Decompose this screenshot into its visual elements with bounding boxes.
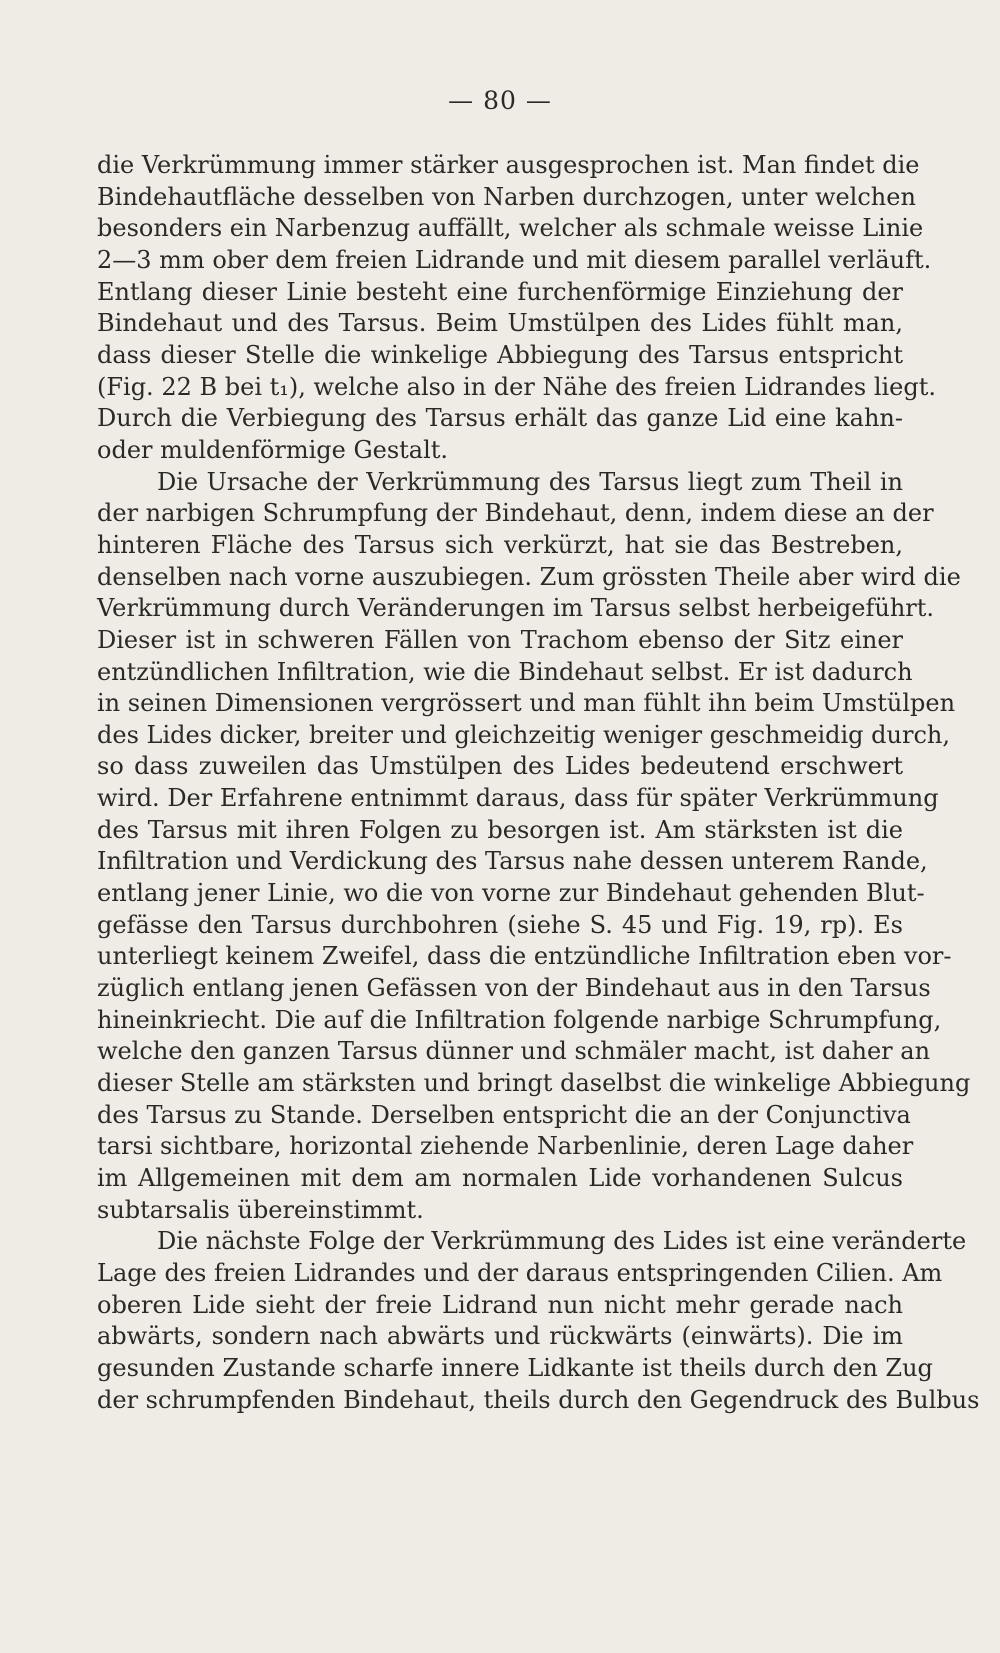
text-line: Bindehaut und des Tarsus. Beim Umstülpen des Lides fühlt man, [97,309,903,338]
text-line: so dass zuweilen das Umstülpen des Lides bedeutend erschwert [97,752,903,781]
text-line: dieser Stelle am stärksten und bringt daselbst die winkelige Abbiegung [97,1069,971,1098]
text-line: gesunden Zustande scharfe innere Lidkante ist theils durch den Zug [97,1353,933,1382]
text-line: Verkrümmung durch Veränderungen im Tarsus selbst herbeigeführt. [97,594,935,623]
text-line: denselben nach vorne auszubiegen. Zum grössten Theile aber wird die [97,562,961,591]
text-line: unterliegt keinem Zweifel, dass die entzündliche Infiltration eben vor- [97,942,952,971]
text-line: Die Ursache der Verkrümmung des Tarsus liegt zum Theil in [157,467,903,496]
text-line: Durch die Verbiegung des Tarsus erhält das ganze Lid eine kahn- [97,404,903,433]
text-line: der narbigen Schrumpfung der Bindehaut, denn, indem diese an der [97,499,934,528]
text-line: im Allgemeinen mit dem am normalen Lide vorhandenen Sulcus [97,1164,903,1192]
text-line: gefässe den Tarsus durchbohren (siehe S. 45 und Fig. 19, rp). Es [97,910,903,939]
text-line: züglich entlang jenen Gefässen von der Bindehaut aus in den Tarsus [97,974,931,1003]
text-line: hineinkriecht. Die auf die Infiltration folgende narbige Schrumpfung, [97,1005,942,1034]
text-line: des Tarsus mit ihren Folgen zu besorgen ist. Am stärksten ist die [97,815,903,844]
text-line: die Verkrümmung immer stärker ausgesprochen ist. Man findet die [97,151,920,179]
text-line: subtarsalis übereinstimmt. [97,1195,424,1224]
text-line: tarsi sichtbare, horizontal ziehende Narbenlinie, deren Lage daher [97,1132,914,1161]
body-text [97,150,980,1416]
text-line: Entlang dieser Linie besteht eine furchenförmige Einziehung der [97,277,903,306]
text-line: besonders ein Narbenzug auffällt, welcher als schmale weisse Linie [97,214,924,243]
text-line: Dieser ist in schweren Fällen von Trachom ebenso der Sitz einer [97,625,903,654]
page-number: — 80 — [448,86,552,115]
text-line: welche den ganzen Tarsus dünner und schmäler macht, ist daher an [97,1037,931,1066]
text-line: abwärts, sondern nach abwärts und rückwärts (einwärts). Die im [97,1322,903,1351]
text-line: des Lides dicker, breiter und gleichzeitig weniger geschmeidig durch, [97,720,950,749]
text-line: hinteren Fläche des Tarsus sich verkürzt, hat sie das Bestreben, [97,530,903,559]
text-line: wird. Der Erfahrene entnimmt daraus, dass für später Verkrümmung [97,784,939,813]
text-line: Die nächste Folge der Verkrümmung des Lides ist eine veränderte [157,1227,967,1256]
text-line: entlang jener Linie, wo die von vorne zur Bindehaut gehenden Blut- [97,879,925,908]
text-line: 2—3 mm ober dem freien Lidrande und mit diesem parallel verläuft. [97,245,932,274]
text-line: Lage des freien Lidrandes und der daraus entspringenden Cilien. Am [97,1258,943,1287]
text-line: des Tarsus zu Stande. Derselben entspricht die an der Conjunctiva [97,1100,911,1129]
text-line: entzündlichen Infiltration, wie die Bindehaut selbst. Er ist dadurch [97,657,913,686]
text-line: (Fig. 22 B bei t₁), welche also in der Nähe des freien Lidrandes liegt. [97,372,937,401]
text-line: oberen Lide sieht der freie Lidrand nun nicht mehr gerade nach [97,1290,903,1319]
text-line: der schrumpfenden Bindehaut, theils durch den Gegendruck des Bulbus [97,1385,980,1414]
text-line: Infiltration und Verdickung des Tarsus nahe dessen unterem Rande, [97,847,928,876]
text-line: dass dieser Stelle die winkelige Abbiegung des Tarsus entspricht [97,340,903,369]
text-line: oder muldenförmige Gestalt. [97,435,449,464]
text-line: in seinen Dimensionen vergrössert und man fühlt ihn beim Umstülpen [97,689,956,718]
text-line: Bindehautfläche desselben von Narben durchzogen, unter welchen [97,182,916,211]
